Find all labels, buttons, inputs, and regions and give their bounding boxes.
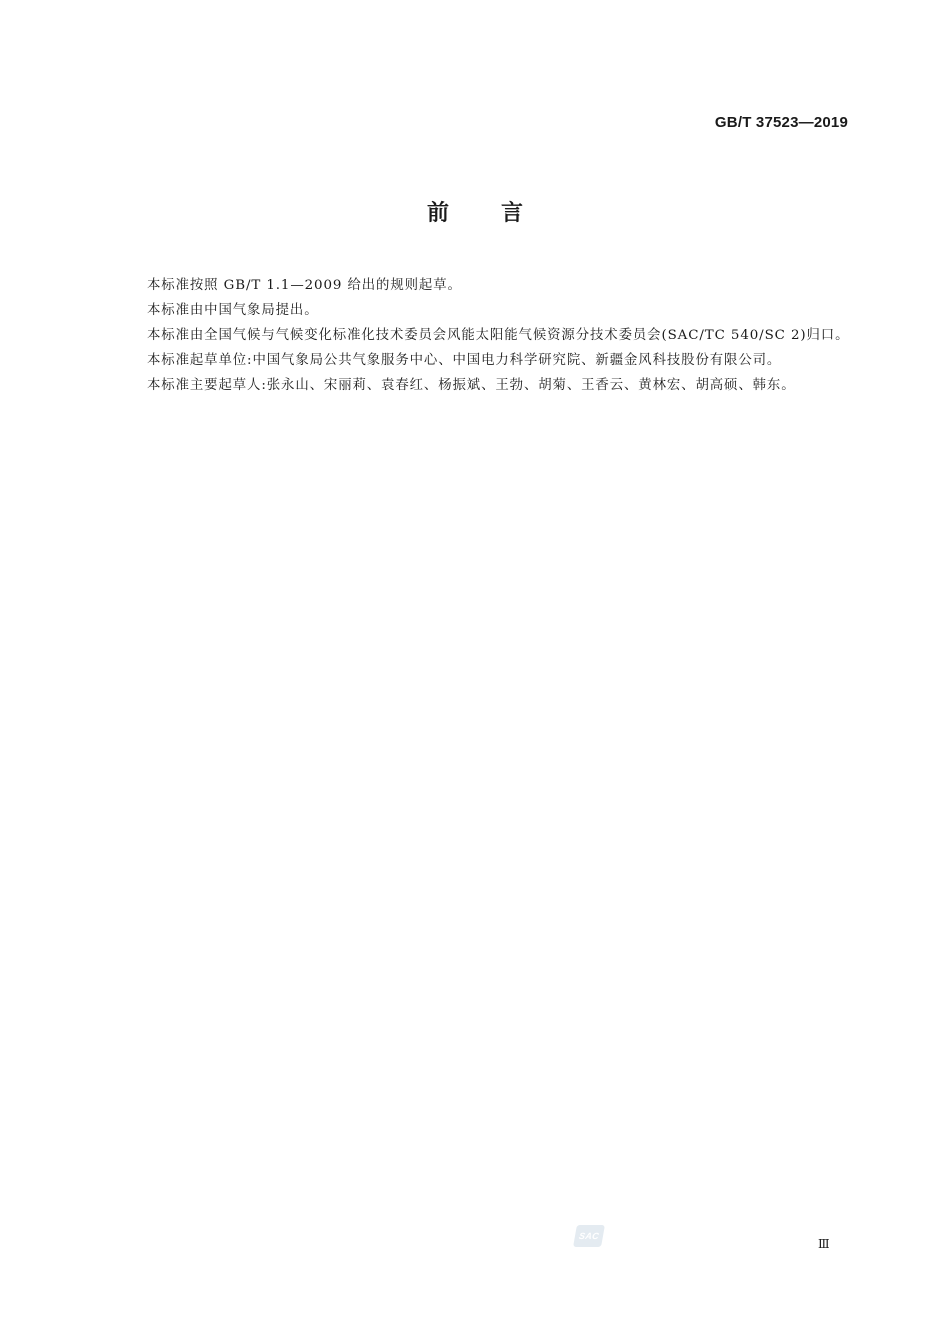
paragraph-drafters: 本标准主要起草人:张永山、宋丽莉、袁春红、杨振斌、王勃、胡菊、王香云、黄林宏、胡高硕、韩东。 xyxy=(147,378,796,393)
standard-number: GB/T 37523—2019 xyxy=(714,114,848,131)
foreword-body xyxy=(114,273,850,398)
page-number: Ⅲ xyxy=(818,1237,830,1251)
sac-logo: SAC xyxy=(573,1225,605,1247)
section-title: 前言 xyxy=(426,201,575,226)
paragraph-technical-committee: 本标准由全国气候与气候变化标准化技术委员会风能太阳能气候资源分技术委员会(SAC/TC 540/SC 2)归口。 xyxy=(147,328,850,343)
paragraph-drafting-rules: 本标准按照 GB/T 1.1—2009 给出的规则起草。 xyxy=(147,278,462,293)
paragraph-proposer: 本标准由中国气象局提出。 xyxy=(147,303,319,318)
paragraph-drafting-units: 本标准起草单位:中国气象局公共气象服务中心、中国电力科学研究院、新疆金风科技股份有限公司。 xyxy=(147,353,782,368)
